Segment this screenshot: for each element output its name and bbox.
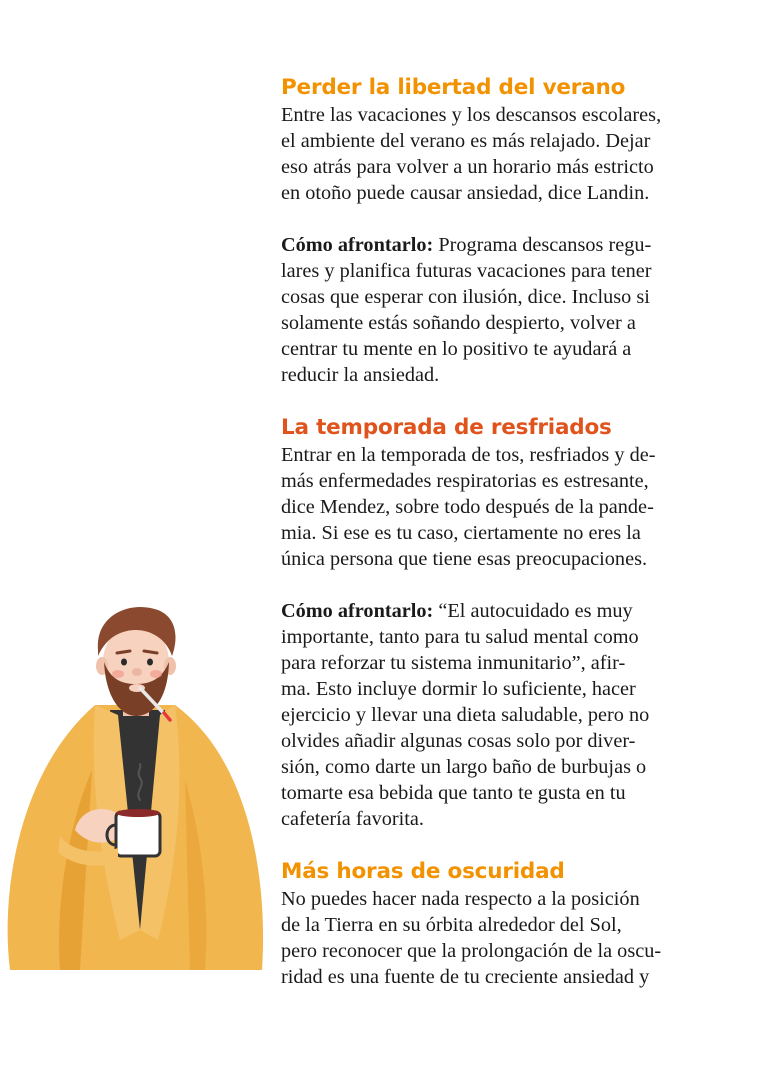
section-cold-paragraph-1 <box>281 442 721 572</box>
sick-man-illustration <box>0 600 270 980</box>
text-line <box>281 598 721 624</box>
text-line: cosas que esperar con ilusión, dice. Incluso si <box>281 286 650 308</box>
section-darkness-paragraph-1 <box>281 886 721 990</box>
text-line: para reforzar tu sistema inmunitario”, afir- <box>281 652 626 674</box>
lead-label: Cómo afrontarlo: <box>281 600 434 622</box>
text-line: reducir la ansiedad. <box>281 364 440 386</box>
text-line: el ambiente del verano es más relajado. Dejar <box>281 130 651 152</box>
text-line: olvides añadir algunas cosas solo por diver- <box>281 730 636 752</box>
sick-man-with-thermometer-and-mug-icon <box>0 600 270 980</box>
text-line: pero reconocer que la prolongación de la oscu- <box>281 940 662 962</box>
text-line: No puedes hacer nada respecto a la posición <box>281 888 640 910</box>
section-cold-paragraph-2 <box>281 598 721 832</box>
section-title-cold-season: La temporada de resfriados <box>281 415 612 440</box>
text-line: en otoño puede causar ansiedad, dice Landin. <box>281 182 650 204</box>
text-line: lares y planifica futuras vacaciones para tener <box>281 260 652 282</box>
text-line: ridad es una fuente de tu creciente ansiedad y <box>281 966 650 988</box>
text-fragment: Programa descansos regu- <box>433 234 652 256</box>
text-line: ma. Esto incluye dormir lo suficiente, hacer <box>281 678 636 700</box>
section-summer-paragraph-1 <box>281 102 721 206</box>
lead-label: Cómo afrontarlo: <box>281 234 434 256</box>
text-line: sión, como darte un largo baño de burbujas o <box>281 756 647 778</box>
text-line: centrar tu mente en lo positivo te ayudará a <box>281 338 632 360</box>
text-line: solamente estás soñando despierto, volver a <box>281 312 636 334</box>
text-line: eso atrás para volver a un horario más estricto <box>281 156 654 178</box>
text-line: importante, tanto para tu salud mental como <box>281 626 639 648</box>
text-line: ejercicio y llevar una dieta saludable, pero no <box>281 704 650 726</box>
text-line: tomarte esa bebida que tanto te gusta en tu <box>281 782 626 804</box>
text-line: cafetería favorita. <box>281 808 424 830</box>
text-line: mia. Si ese es tu caso, ciertamente no eres la <box>281 522 641 544</box>
article-column <box>281 74 721 990</box>
text-line <box>281 232 721 258</box>
section-title-darkness: Más horas de oscuridad <box>281 859 565 884</box>
section-summer-paragraph-2 <box>281 232 721 388</box>
section-title-summer: Perder la libertad del verano <box>281 75 626 100</box>
text-line: única persona que tiene esas preocupaciones. <box>281 548 648 570</box>
text-fragment: “El autocuidado es muy <box>433 600 633 622</box>
text-line: dice Mendez, sobre todo después de la pande- <box>281 496 654 518</box>
text-line: Entrar en la temporada de tos, resfriados y de- <box>281 444 656 466</box>
text-line: más enfermedades respiratorias es estresante, <box>281 470 649 492</box>
text-line: de la Tierra en su órbita alrededor del Sol, <box>281 914 622 936</box>
text-line: Entre las vacaciones y los descansos escolares, <box>281 104 662 126</box>
